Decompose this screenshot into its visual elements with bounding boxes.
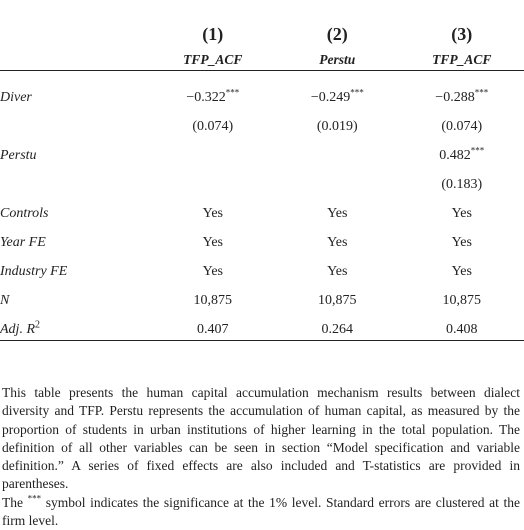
cell bbox=[151, 170, 275, 199]
row-label bbox=[0, 170, 151, 199]
table-row bbox=[0, 257, 524, 286]
header-divider bbox=[0, 70, 524, 71]
dep-var-3: TFP_ACF bbox=[400, 46, 524, 74]
column-number-3: (3) bbox=[400, 22, 524, 46]
spacer-row bbox=[0, 74, 524, 83]
cell: Yes bbox=[400, 199, 524, 228]
table-row bbox=[0, 199, 524, 228]
table-row bbox=[0, 83, 524, 112]
table-bottom-rule bbox=[0, 340, 524, 341]
cell: −0.249*** bbox=[275, 83, 399, 112]
cell: 10,875 bbox=[275, 286, 399, 315]
cell: Yes bbox=[400, 228, 524, 257]
row-label: N bbox=[0, 286, 151, 315]
row-label: Perstu bbox=[0, 141, 151, 170]
table-row bbox=[0, 141, 524, 170]
cell bbox=[151, 141, 275, 170]
table-row bbox=[0, 112, 524, 141]
table-row bbox=[0, 286, 524, 315]
cell: (0.183) bbox=[400, 170, 524, 199]
cell: Yes bbox=[151, 257, 275, 286]
cell: −0.322*** bbox=[151, 83, 275, 112]
cell: 0.482*** bbox=[400, 141, 524, 170]
row-label: Controls bbox=[0, 199, 151, 228]
cell: Yes bbox=[275, 228, 399, 257]
table-row bbox=[0, 228, 524, 257]
cell: Yes bbox=[275, 199, 399, 228]
cell: (0.074) bbox=[400, 112, 524, 141]
row-label: Adj. $R^2$ bbox=[0, 315, 151, 344]
dep-var-2: Perstu bbox=[275, 46, 399, 74]
cell: Yes bbox=[151, 228, 275, 257]
cell: 10,875 bbox=[400, 286, 524, 315]
row-label: Industry FE bbox=[0, 257, 151, 286]
table-row bbox=[0, 170, 524, 199]
cell: 10,875 bbox=[151, 286, 275, 315]
cell bbox=[275, 141, 399, 170]
header-empty-cell bbox=[0, 22, 151, 46]
cell: 0.408 bbox=[400, 315, 524, 344]
column-number-row bbox=[0, 22, 524, 46]
cell: Yes bbox=[400, 257, 524, 286]
row-label: Year FE bbox=[0, 228, 151, 257]
note-paragraph-2: The *** symbol indicates the significance at the 1% level. Standard errors are clustered at the firm level. bbox=[2, 494, 520, 530]
dep-var-1: TFP_ACF bbox=[151, 46, 275, 74]
cell: (0.019) bbox=[275, 112, 399, 141]
note-paragraph-1: This table presents the human capital accumulation mechanism results between dialect diversity and TFP. Perstu represents the accumulation of human capital, as measured by the proportion of students in urban institutions of higher learning in the total population. The definition of all other variables can be seen in section “Model specification and variable definition.” A series of fixed effects are also included and T-statistics are provided in parentheses. bbox=[2, 384, 520, 494]
cell: 0.407 bbox=[151, 315, 275, 344]
cell bbox=[275, 170, 399, 199]
cell: (0.074) bbox=[151, 112, 275, 141]
row-label bbox=[0, 112, 151, 141]
row-label: Diver bbox=[0, 83, 151, 112]
column-number-2: (2) bbox=[275, 22, 399, 46]
cell: Yes bbox=[275, 257, 399, 286]
column-number-1: (1) bbox=[151, 22, 275, 46]
cell: Yes bbox=[151, 199, 275, 228]
table-notes bbox=[2, 384, 520, 530]
cell: 0.264 bbox=[275, 315, 399, 344]
cell: −0.288*** bbox=[400, 83, 524, 112]
